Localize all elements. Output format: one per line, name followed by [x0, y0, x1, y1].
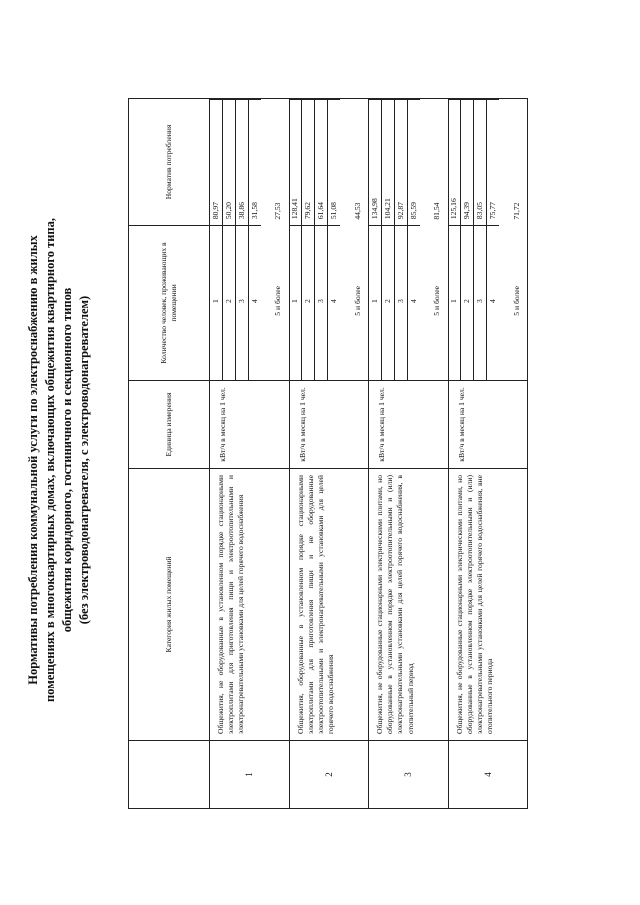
- persons-cell: 2: [381, 226, 394, 380]
- persons-cell: 3: [394, 226, 407, 380]
- persons-cell: 1: [210, 226, 222, 380]
- persons-cell: 4: [487, 226, 499, 380]
- header-norm: Норматив потребления: [163, 124, 173, 200]
- header-category: Категория жилых помещений: [129, 469, 210, 741]
- norm-cell: 75,77: [487, 100, 499, 226]
- norm-cell: 85,59: [407, 100, 419, 226]
- persons-cell: 4: [407, 226, 419, 380]
- title-line: общежития коридорного, гостиничного и секционного типов: [60, 287, 74, 633]
- norm-cell: 128,41: [290, 100, 302, 226]
- row-values: [369, 99, 449, 381]
- table-row: [210, 99, 290, 809]
- norm-cell: 79,62: [302, 100, 315, 226]
- header-index: [129, 741, 210, 809]
- persons-cell: 3: [474, 226, 487, 380]
- row-category: Общежития, не оборудованные стационарными электрическими плитами, но оборудованные в установленном порядке электроотопительными и (или) электронагревательными установками для целей горячего водоснабжения, в отопительный период: [369, 469, 449, 741]
- persons-cell: 2: [461, 226, 474, 380]
- norm-cell: 80,97: [210, 100, 222, 226]
- row-index: 3: [369, 741, 449, 809]
- header-persons-norm: [129, 99, 210, 381]
- row-category: Общежития, не оборудованные в установленном порядке стационарными электроплитами для приготовления пищи и электроотопительными и электронагревательными установками для целей горячего водоснабжения: [210, 469, 290, 741]
- persons-cell: 2: [302, 226, 315, 380]
- norm-cell: 71,72: [511, 202, 521, 220]
- norm-cell: 44,53: [352, 202, 362, 220]
- norm-cell: 51,08: [328, 100, 340, 226]
- persons-cell: 1: [290, 226, 302, 380]
- norm-cell: 92,87: [394, 100, 407, 226]
- norm-cell: 134,98: [369, 100, 381, 226]
- norm-cell: 94,39: [461, 100, 474, 226]
- document-title: [25, 115, 93, 805]
- persons-cell: 2: [222, 226, 235, 380]
- row-unit: кВт/ч в месяц на 1 чел.: [369, 381, 449, 469]
- persons-cell: 4: [328, 226, 340, 380]
- row-values: [289, 99, 369, 381]
- table-row: [369, 99, 449, 809]
- norm-cell: 31,58: [248, 100, 260, 226]
- title-line: помещениях в многоквартирных домах, включающих общежития квартирного типа,: [43, 217, 57, 703]
- row-values: [210, 99, 290, 381]
- row-unit: кВт/ч в месяц на 1 чел.: [289, 381, 369, 469]
- header-persons: Количество человек, проживающих в помещении: [129, 225, 209, 380]
- norms-table: [128, 98, 528, 809]
- row-unit: кВт/ч в месяц на 1 чел.: [448, 381, 528, 469]
- table-row: [448, 99, 528, 809]
- row-category: Общежития, оборудованные в установленном порядке стационарными электроплитами для приготовления пищи и не оборудованные электроотопительными и электронагревательными установками для целей горячего водоснабжения: [289, 469, 369, 741]
- norm-cell: 38,86: [235, 100, 248, 226]
- norm-cell: 125,16: [449, 100, 461, 226]
- norm-cell: 61,64: [315, 100, 328, 226]
- persons-cell: 1: [449, 226, 461, 380]
- table-row: [289, 99, 369, 809]
- persons-cell: 5 и более: [273, 285, 283, 316]
- norm-cell: 83,05: [474, 100, 487, 226]
- persons-cell: 3: [235, 226, 248, 380]
- norm-cell: 50,20: [222, 100, 235, 226]
- title-line: (без электроводонагревателя, с электроводонагревателем): [77, 295, 91, 625]
- row-index: 1: [210, 741, 290, 809]
- persons-cell: 5 и более: [432, 285, 442, 316]
- norm-cell: 104,21: [381, 100, 394, 226]
- row-index: 4: [448, 741, 528, 809]
- title-line: Нормативы потребления коммунальной услуги по электроснабжению в жилых: [26, 235, 40, 685]
- row-index: 2: [289, 741, 369, 809]
- persons-cell: 5 и более: [511, 285, 521, 316]
- row-unit: кВт/ч в месяц на 1 чел.: [210, 381, 290, 469]
- row-category: Общежития, не оборудованные стационарными электрическими плитами, но оборудованные в установленном порядке электроотопительными и (или) электронагревательными установками для целей горячего водоснабжения, вне отопительного периода: [448, 469, 528, 741]
- header-unit: Единица измерения: [129, 381, 210, 469]
- persons-cell: 5 и более: [352, 285, 362, 316]
- persons-cell: 1: [369, 226, 381, 380]
- norm-cell: 81,54: [432, 202, 442, 220]
- row-values: [448, 99, 528, 381]
- persons-cell: 4: [248, 226, 260, 380]
- table-header-row: [129, 99, 210, 809]
- norm-cell: 27,53: [273, 202, 283, 220]
- persons-cell: 3: [315, 226, 328, 380]
